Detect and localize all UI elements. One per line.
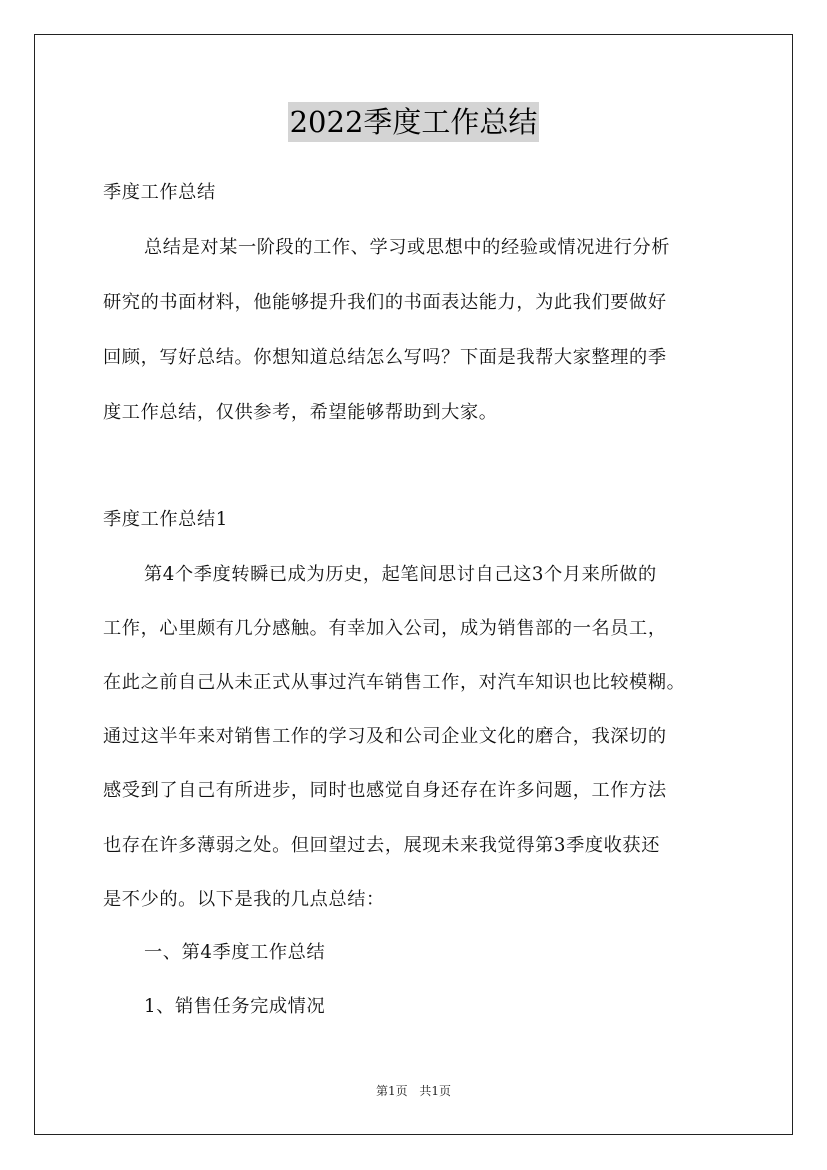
section-heading: 季度工作总结 [103,182,216,203]
page-total: 共1页 [419,1084,452,1098]
paragraph-line: 在此之前自己从未正式从事过汽车销售工作，对汽车知识也比较模糊。 [103,672,686,693]
title-container [0,102,827,142]
subsection-heading: 一、第4季度工作总结 [144,942,326,963]
paragraph-line: 度工作总结，仅供参考，希望能够帮助到大家。 [103,402,498,423]
page-current: 第1页 [375,1084,408,1098]
paragraph-line: 第4个季度转瞬已成为历史，起笔间思讨自己这3个月来所做的 [144,564,657,585]
document-title: 2022季度工作总结 [288,102,540,142]
paragraph-line: 研究的书面材料，他能够提升我们的书面表达能力，为此我们要做好 [103,292,667,313]
paragraph-line: 工作，心里颇有几分感触。有幸加入公司，成为销售部的一名员工， [103,618,667,639]
page-footer [0,1083,827,1099]
list-item: 1、销售任务完成情况 [144,996,326,1017]
section-heading: 季度工作总结1 [103,509,228,530]
paragraph-line: 也存在许多薄弱之处。但回望过去，展现未来我觉得第3季度收获还 [103,835,661,856]
paragraph-line: 回顾，写好总结。你想知道总结怎么写吗？下面是我帮大家整理的季 [103,347,667,368]
paragraph-line: 通过这半年来对销售工作的学习及和公司企业文化的磨合，我深切的 [103,726,667,747]
paragraph-line: 感受到了自己有所进步，同时也感觉自身还存在许多问题，工作方法 [103,780,667,801]
paragraph-line: 是不少的。以下是我的几点总结： [103,889,385,910]
paragraph-line: 总结是对某一阶段的工作、学习或思想中的经验或情况进行分析 [144,237,671,258]
